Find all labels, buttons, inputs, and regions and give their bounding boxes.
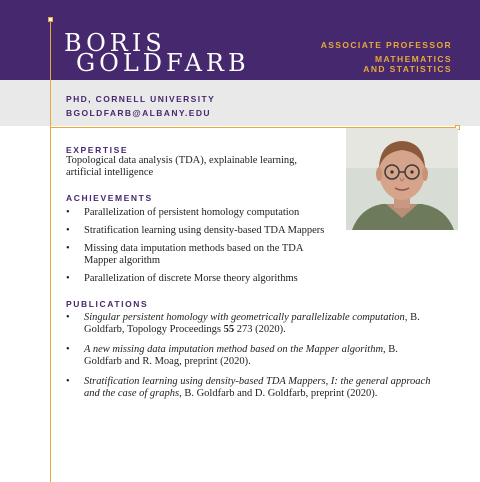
credentials xyxy=(66,92,215,120)
publication-title: Singular persistent homology with geometrically parallelizable computation xyxy=(84,312,405,323)
rule-top-endpoint xyxy=(48,17,53,22)
name-first: BORIS xyxy=(64,29,166,57)
expertise-heading: EXPERTISE xyxy=(66,145,129,155)
publication-citation: , B. Goldfarb and D. Goldfarb, preprint (2020). xyxy=(179,388,378,399)
publication-item xyxy=(66,344,438,368)
degree: PHD, CORNELL UNIVERSITY xyxy=(66,94,216,104)
title-rank: ASSOCIATE PROFESSOR xyxy=(320,40,452,50)
publication-volume: 55 xyxy=(223,324,235,335)
expertise-text: Topological data analysis (TDA), explainable learning, artificial intelligence xyxy=(66,155,298,178)
publication-title: Stratification learning using density-based TDA Mappers, I: the general approach and the case of graphs xyxy=(84,376,431,399)
publication-title: A new missing data imputation method based on the Mapper algorithm xyxy=(84,344,384,355)
list-item: • Parallelization of persistent homology computation xyxy=(66,207,336,219)
email-link[interactable]: BGOLDFARB@ALBANY.EDU xyxy=(66,108,211,118)
job-title xyxy=(321,40,452,74)
person-name xyxy=(64,29,250,77)
publication-pages: 273 (2020). xyxy=(234,324,286,335)
list-item: • Stratification learning using density-based TDA Mappers xyxy=(66,225,336,237)
title-dept-line1: MATHEMATICS xyxy=(375,54,452,64)
publication-citation: , B. Goldfarb, Topology Proceedings xyxy=(84,312,420,335)
gold-vertical-rule xyxy=(50,22,51,482)
publication-item xyxy=(66,312,438,336)
publication-citation: , B. Goldfarb and R. Moag, preprint (2020). xyxy=(84,344,398,367)
portrait-photo xyxy=(346,128,458,230)
list-item: • Parallelization of discrete Morse theory algorithms xyxy=(66,273,336,285)
achievements-list xyxy=(66,207,336,291)
title-dept-line2: AND STATISTICS xyxy=(363,64,452,74)
publications-list xyxy=(66,312,438,408)
publications-heading: PUBLICATIONS xyxy=(66,299,149,309)
publication-item xyxy=(66,376,438,400)
list-item: • Missing data imputation methods based on the TDA Mapper algorithm xyxy=(66,243,336,267)
name-last: GOLDFARB xyxy=(76,49,250,77)
achievements-heading: ACHIEVEMENTS xyxy=(66,193,153,203)
